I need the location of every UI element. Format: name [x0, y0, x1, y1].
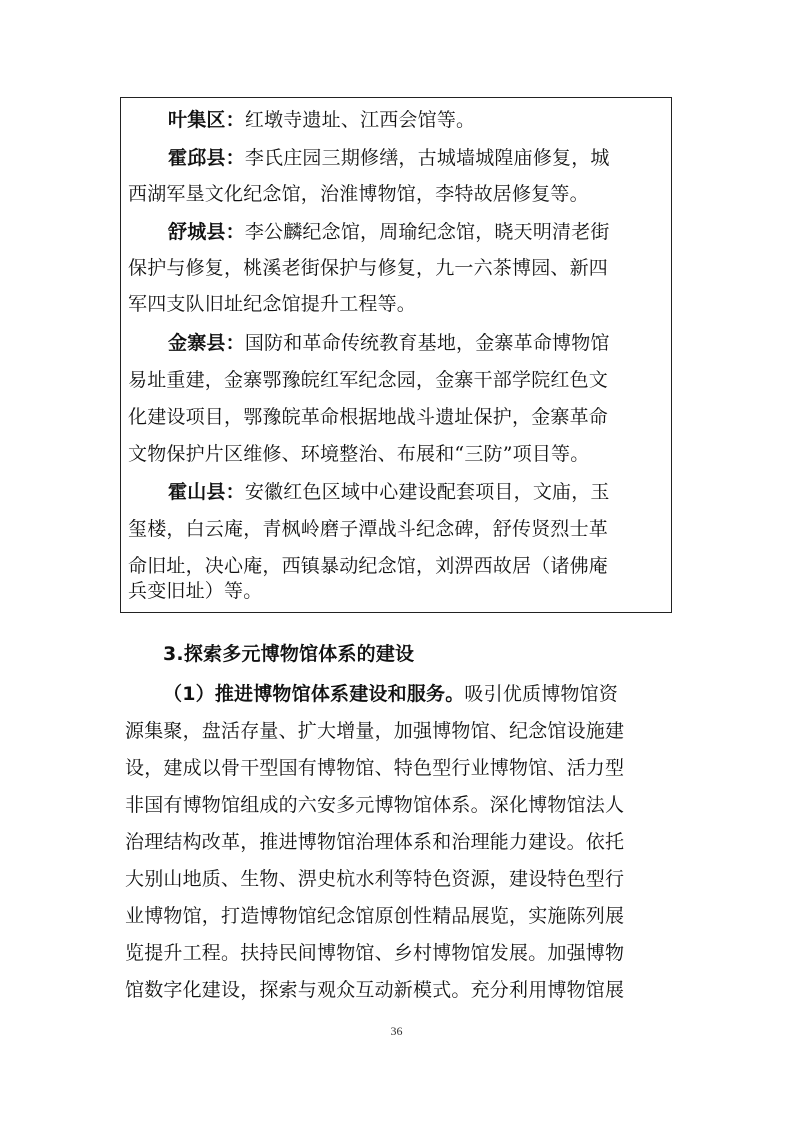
box-line: 文物保护片区维修、环境整治、布展和“三防”项目等。 [128, 443, 590, 465]
box-line [168, 214, 610, 250]
box-line [168, 325, 610, 361]
box-line [168, 102, 475, 138]
county-name: 叶集区： [168, 109, 245, 131]
box-line: 兵变旧址）等。 [128, 580, 263, 602]
para-line: 业博物馆，打造博物馆纪念馆原创性精品展览，实施陈列展 [125, 905, 625, 927]
para-line: 非国有博物馆组成的六安多元博物馆体系。深化博物馆法人 [125, 794, 625, 816]
section-heading: 3.探索多元博物馆体系的建设 [163, 643, 415, 665]
box-line [168, 474, 610, 510]
box-line: 军四支队旧址纪念馆提升工程等。 [128, 293, 417, 315]
box-text: 李氏庄园三期修缮，古城墙城隍庙修复，城 [244, 147, 610, 169]
county-project-box [120, 97, 672, 613]
para-line: 设，建成以骨干型国有博物馆、特色型行业博物馆、活力型 [125, 757, 625, 779]
page-number: 36 [390, 1024, 403, 1038]
box-line: 保护与修复，桃溪老街保护与修复，九一六茶博园、新四 [128, 257, 609, 279]
para-line: 治理结构改革，推进博物馆治理体系和治理能力建设。依托 [125, 831, 625, 853]
box-line: 化建设项目，鄂豫皖革命根据地战斗遗址保护，金寨革命 [128, 406, 609, 428]
box-text: 国防和革命传统教育基地，金寨革命博物馆 [244, 332, 610, 354]
para-line: 源集聚，盘活存量、扩大增量，加强博物馆、纪念馆设施建 [125, 720, 625, 742]
box-line: 西湖军垦文化纪念馆，治淮博物馆，李特故居修复等。 [128, 183, 589, 205]
para-line: 馆数字化建设，探索与观众互动新模式。充分利用博物馆展 [125, 979, 625, 1001]
box-line: 易址重建，金寨鄂豫皖红军纪念园，金寨干部学院红色文 [128, 369, 609, 391]
box-line: 玺楼，白云庵，青枫岭磨子潭战斗纪念碑，舒传贤烈士革 [128, 518, 609, 540]
para-line [163, 676, 618, 712]
box-text: 红墩寺遗址、江西会馆等。 [244, 109, 476, 131]
county-name: 霍山县： [168, 481, 245, 503]
para-text: 吸引优质博物馆资 [464, 683, 619, 705]
para-line: 大别山地质、生物、淠史杭水利等特色资源，建设特色型行 [125, 868, 625, 890]
box-line: 命旧址，决心庵，西镇暴动纪念馆，刘淠西故居（诸佛庵 [128, 555, 609, 577]
county-name: 舒城县： [168, 221, 245, 243]
para-lead: （1）推进博物馆体系建设和服务。 [163, 683, 465, 705]
box-text: 安徽红色区域中心建设配套项目，文庙，玉 [244, 481, 610, 503]
box-line [168, 140, 610, 176]
county-name: 霍邱县： [168, 147, 245, 169]
county-name: 金寨县： [168, 332, 245, 354]
box-text: 李公麟纪念馆，周瑜纪念馆，晓天明清老街 [244, 221, 610, 243]
para-line: 览提升工程。扶持民间博物馆、乡村博物馆发展。加强博物 [125, 942, 625, 964]
